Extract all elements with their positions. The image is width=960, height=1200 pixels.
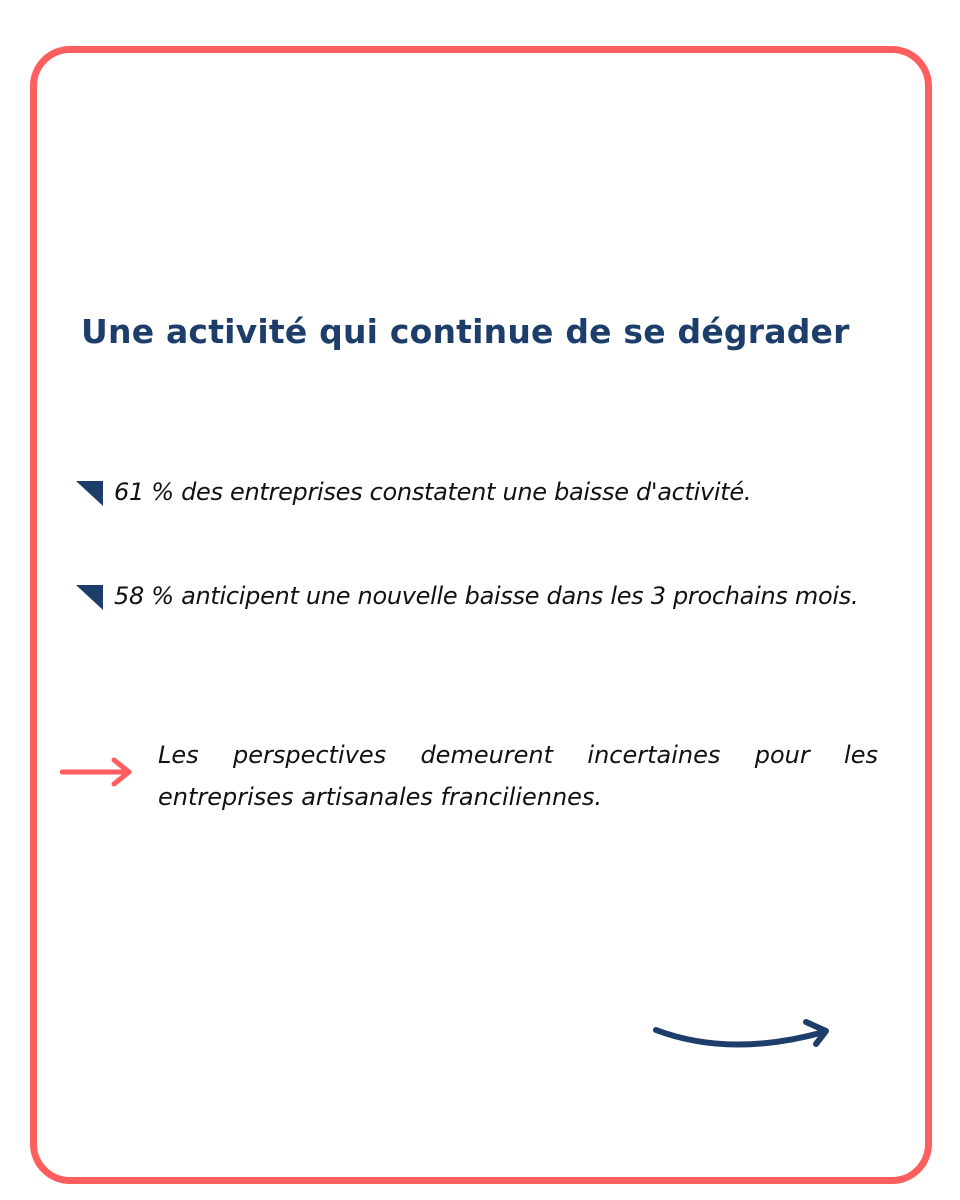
card-title: Une activité qui continue de se dégrader [81,312,850,351]
bullet-text-1: 61 % des entreprises constatent une baisse d'activité. [114,478,752,506]
conclusion-text: Les perspectives demeurent incertaines pour les entreprises artisanales franciliennes. [158,741,878,811]
bullet-item-2 [76,582,858,610]
bullet-item-1 [76,478,751,506]
down-triangle-icon [76,582,104,610]
bullet-text-2: 58 % anticipent une nouvelle baisse dans les 3 prochains mois. [114,582,859,610]
curved-arrow-icon[interactable] [650,1014,834,1056]
right-arrow-icon [60,756,134,788]
down-triangle-icon [76,478,104,506]
